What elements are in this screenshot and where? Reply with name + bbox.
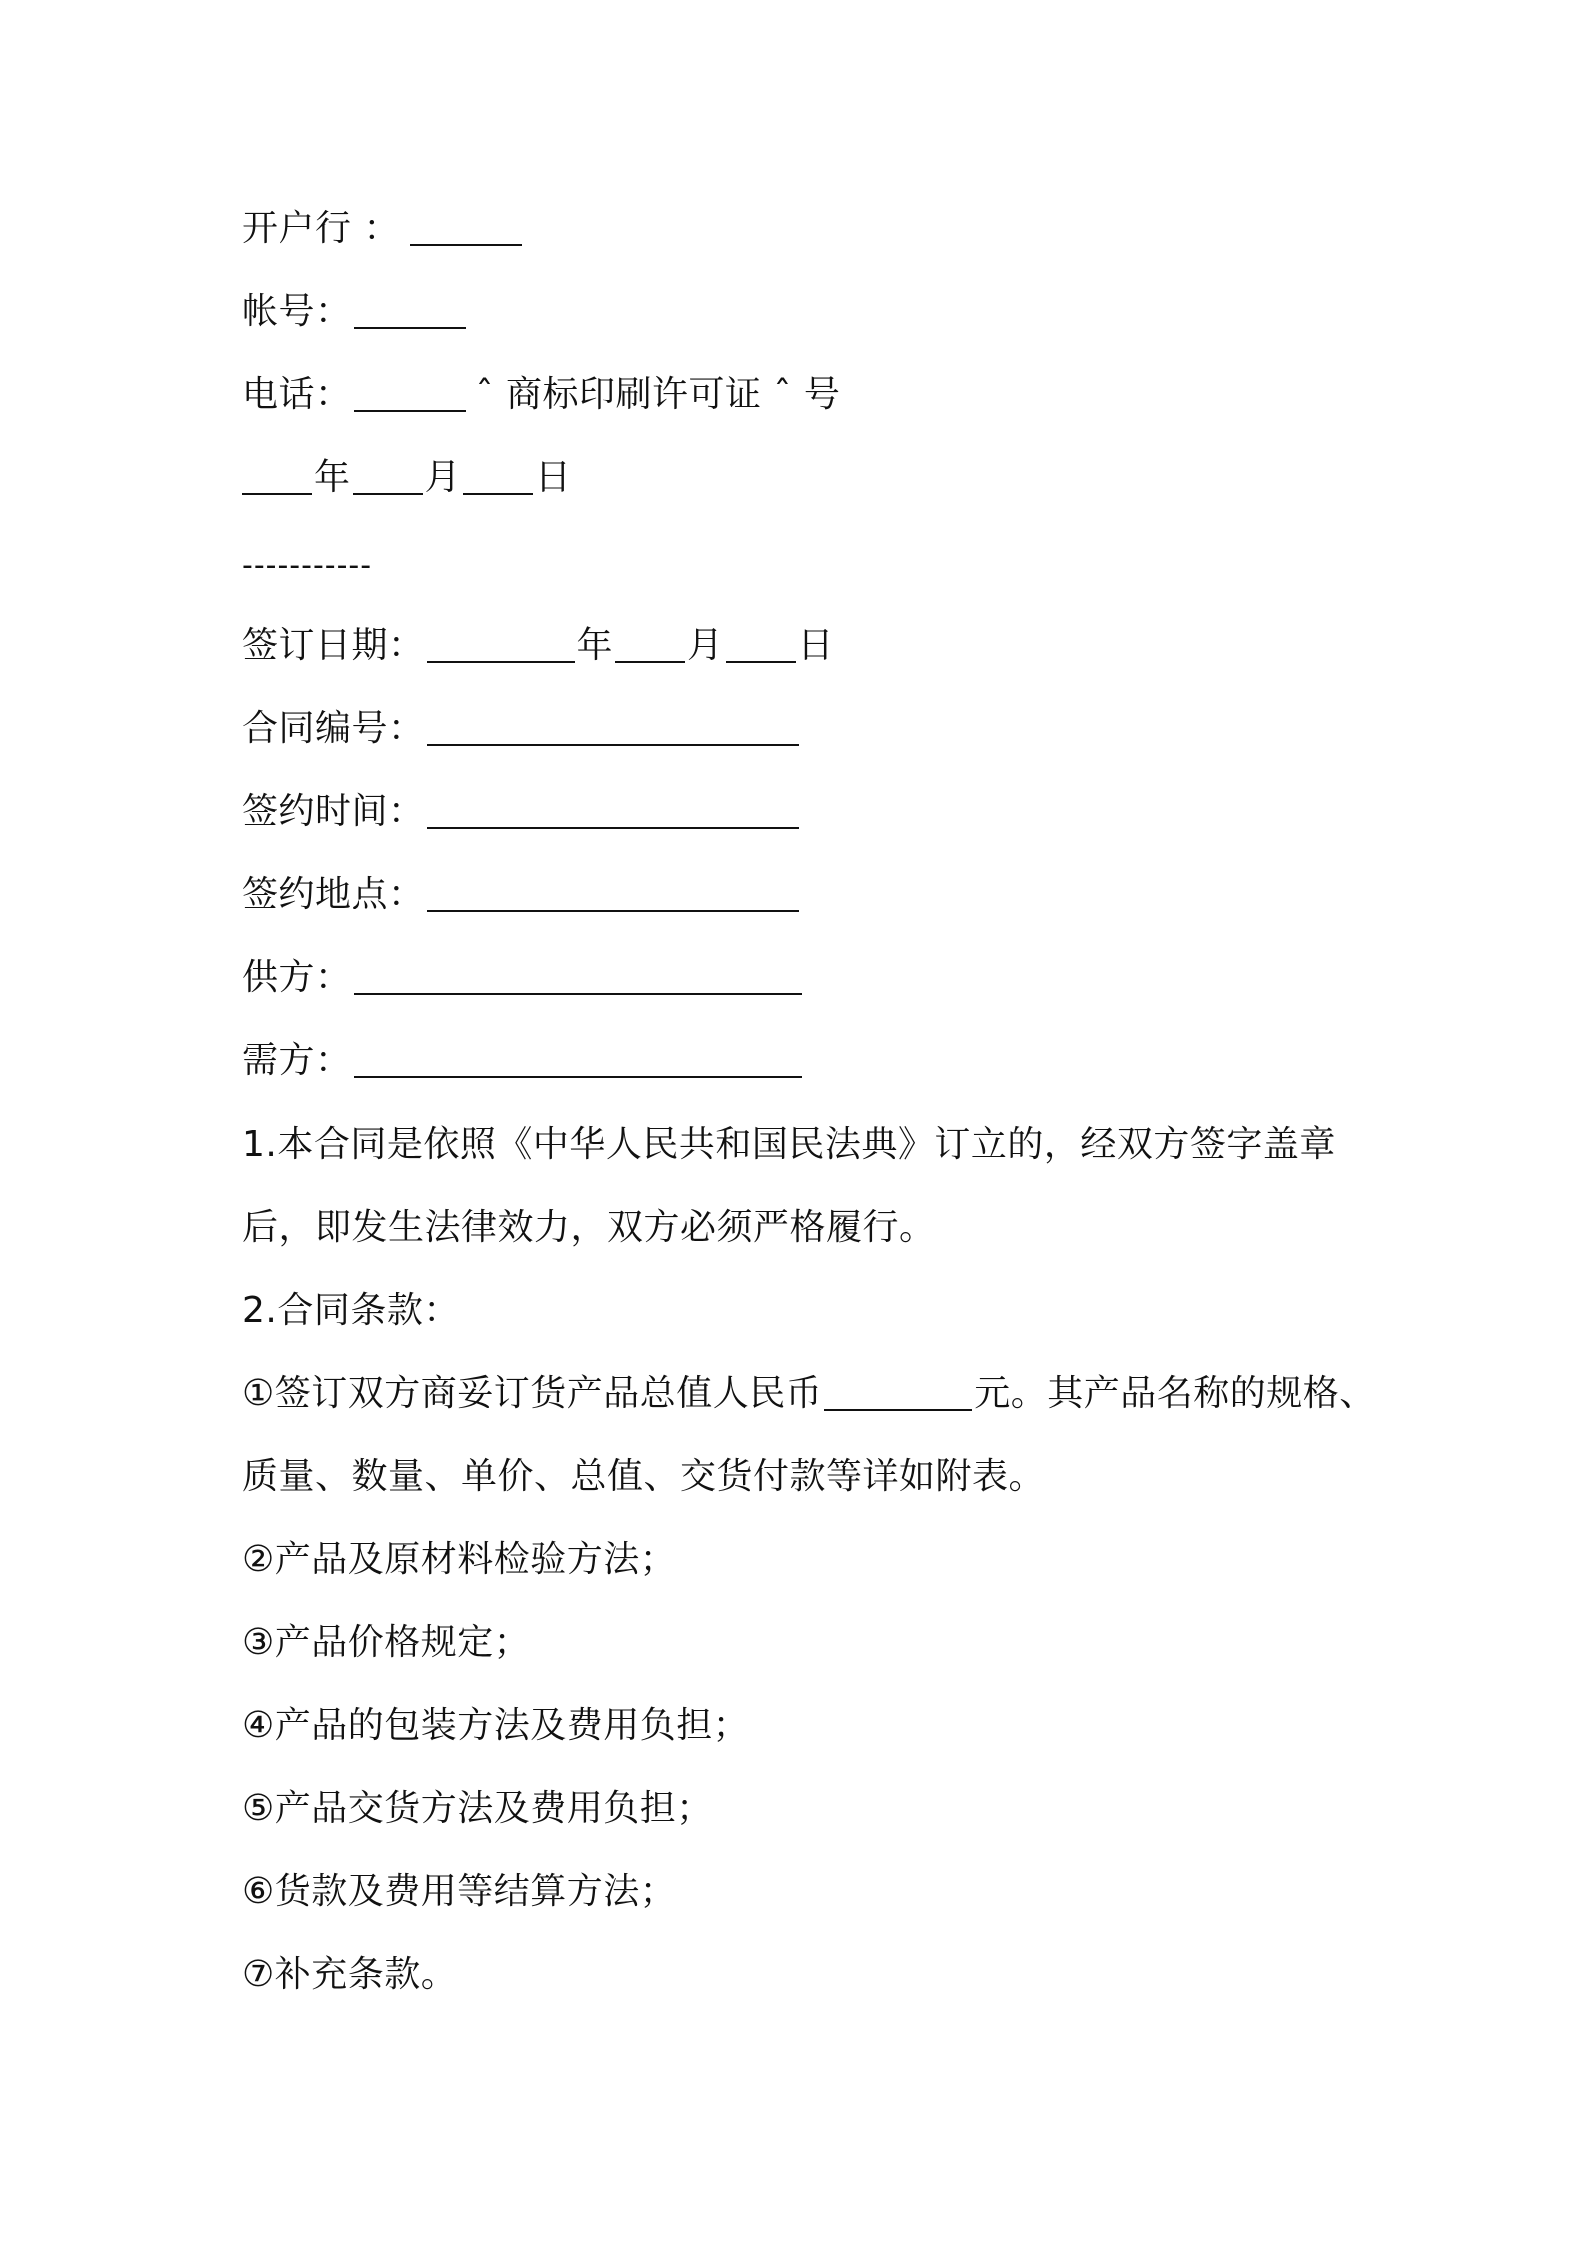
separator: ----------- xyxy=(242,548,373,583)
supplier-label: 供方： xyxy=(242,957,352,998)
clause-item-7: ⑦补充条款。 xyxy=(242,1954,458,1995)
sign-time-label: 签约时间： xyxy=(242,791,425,832)
month-label: 月 xyxy=(424,457,462,498)
sign-date-label: 签订日期： xyxy=(242,625,425,666)
sign-day-label: 日 xyxy=(797,625,835,666)
item1-suffix: 元。其产品名称的规格、 xyxy=(974,1373,1376,1414)
bank-blank xyxy=(410,208,522,246)
phone-line xyxy=(242,373,840,417)
phone-label: 电话： xyxy=(242,374,352,415)
supplier-line xyxy=(242,956,804,1000)
sign-year-label: 年 xyxy=(576,625,614,666)
phone-suffix: ˆ 商标印刷许可证 ˆ 号 xyxy=(475,374,841,415)
sign-place-label: 签约地点： xyxy=(242,874,425,915)
day-blank xyxy=(463,457,533,495)
sign-time-line xyxy=(242,790,801,834)
bank-label: 开户行 ： xyxy=(242,208,400,249)
clause2-title: 2.合同条款： xyxy=(242,1290,460,1331)
clause-item-3: ③产品价格规定； xyxy=(242,1622,531,1663)
bank-date-line xyxy=(242,456,572,500)
year-label: 年 xyxy=(314,457,351,498)
sign-month-blank xyxy=(615,625,685,663)
sign-place-line xyxy=(242,873,801,917)
account-label: 帐号： xyxy=(242,291,352,332)
clause-item-1-line2: 质量、数量、单价、总值、交货付款等详如附表。 xyxy=(242,1456,1046,1497)
clause1-line2: 后，即发生法律效力，双方必须严格履行。 xyxy=(242,1207,936,1248)
clause1-line1: 1.本合同是依照《中华人民共和国民法典》订立的，经双方签字盖章 xyxy=(242,1124,1336,1165)
phone-blank xyxy=(354,374,466,412)
year-blank xyxy=(242,457,312,495)
supplier-blank xyxy=(354,957,802,995)
contract-no-blank xyxy=(427,708,799,746)
sign-date-line xyxy=(242,624,834,668)
contract-no-line xyxy=(242,707,801,751)
sign-place-blank xyxy=(427,874,799,912)
buyer-line xyxy=(242,1039,804,1083)
clause-item-4: ④产品的包装方法及费用负担； xyxy=(242,1705,750,1746)
sign-day-blank xyxy=(726,625,796,663)
clause-item-2: ②产品及原材料检验方法； xyxy=(242,1539,677,1580)
account-blank xyxy=(354,291,466,329)
account-line xyxy=(242,290,468,334)
month-blank xyxy=(353,457,423,495)
buyer-blank xyxy=(354,1040,802,1078)
contract-no-label: 合同编号： xyxy=(242,708,425,749)
clause-item-5: ⑤产品交货方法及费用负担； xyxy=(242,1788,713,1829)
buyer-label: 需方： xyxy=(242,1040,352,1081)
total-value-blank xyxy=(824,1373,972,1411)
sign-time-blank xyxy=(427,791,799,829)
bank-line xyxy=(242,207,524,251)
sign-month-label: 月 xyxy=(687,625,724,666)
sign-year-blank xyxy=(427,625,575,663)
clause-item-1-line1 xyxy=(242,1372,1376,1416)
item1-prefix: ①签订双方商妥订货产品总值人民币 xyxy=(242,1373,823,1414)
day-label: 日 xyxy=(535,457,572,498)
clause-item-6: ⑥货款及费用等结算方法； xyxy=(242,1871,677,1912)
